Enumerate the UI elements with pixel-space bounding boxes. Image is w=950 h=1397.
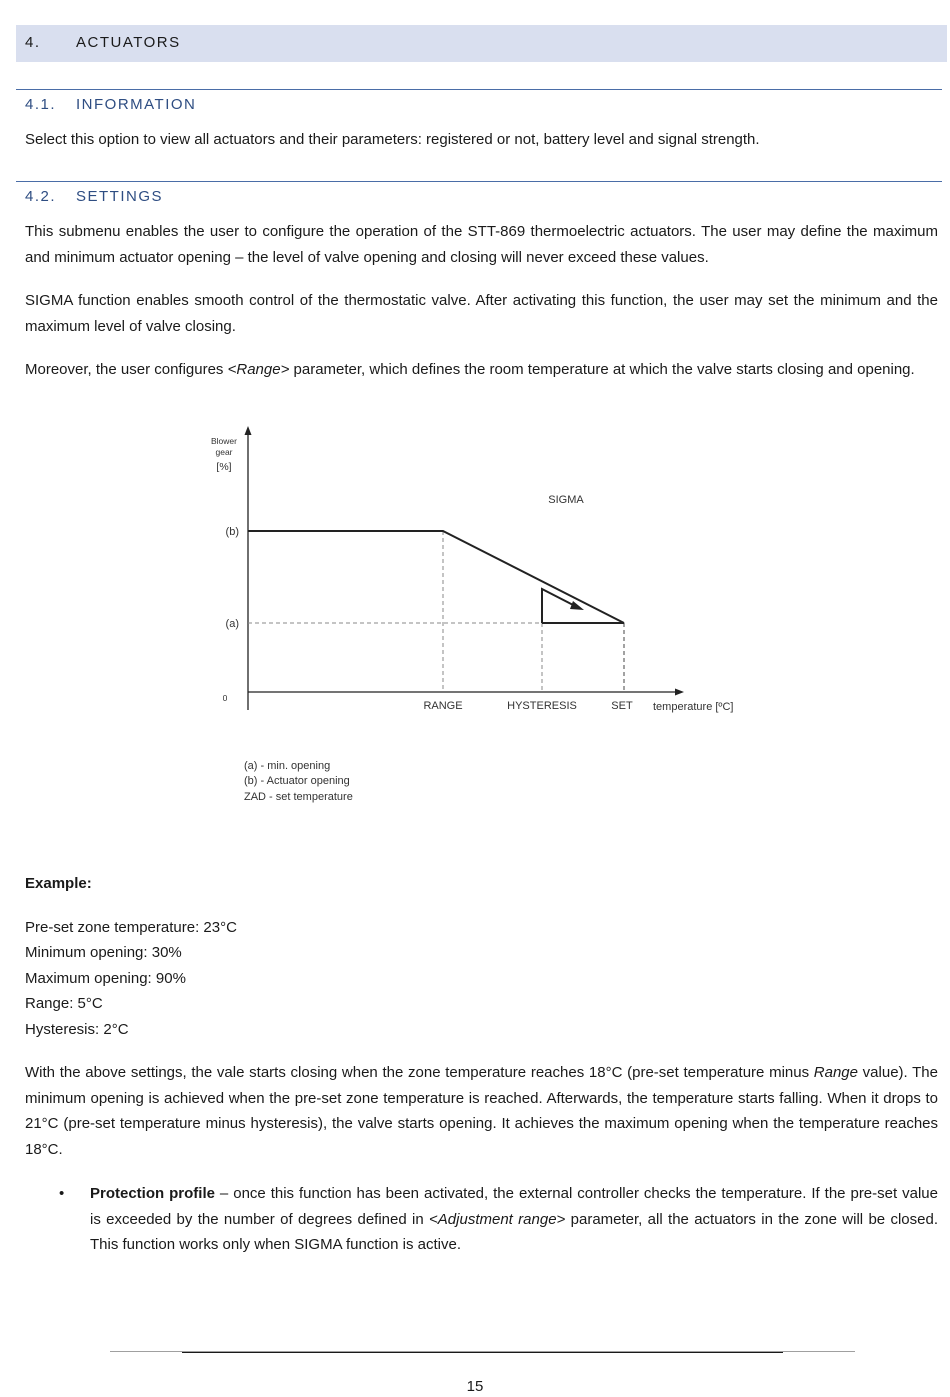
example-line: Maximum opening: 90%: [25, 970, 186, 987]
y-axis-label-3: [%]: [216, 461, 232, 473]
b-label: (b): [225, 526, 239, 538]
footer-rule-inner: [182, 1352, 783, 1353]
protection-profile-bullet: Protection profile – once this function has been activated, the external controller checks the temperature. If the pre-set value is exceeded by the number of degrees defined in <Adjustment range> parameter, all the actuators in the zone will be closed. This function works only when SIGMA function is active.: [90, 1185, 938, 1253]
a-label: (a): [225, 618, 239, 630]
x-tick-range: RANGE: [423, 700, 463, 712]
subsection-rule: [16, 181, 942, 182]
section-heading: [16, 25, 947, 62]
y-axis-label-2: gear: [215, 447, 233, 457]
example-line: Range: 5°C: [25, 995, 103, 1012]
x-axis-arrow: [675, 689, 684, 696]
legend-line-1: (a) - min. opening: [244, 760, 331, 772]
subsection-heading-information: [25, 96, 196, 113]
example-line: Hysteresis: 2°C: [25, 1021, 129, 1038]
example-line: Minimum opening: 30%: [25, 944, 182, 961]
subsection-number: 4.2.: [25, 188, 57, 205]
settings-paragraph-3: Moreover, the user configures <Range> parameter, which defines the room temperature at which the valve starts closing and opening.: [25, 361, 915, 378]
example-line: Pre-set zone temperature: 23°C: [25, 919, 237, 936]
x-axis-label: temperature [ºC]: [653, 701, 734, 713]
settings-paragraph-1: This submenu enables the user to configure the operation of the STT-869 thermoelectric actuators. The user may define the maximum and minimum actuator opening – the level of valve opening and closing will never exceed these values.: [25, 223, 938, 266]
zero-label: 0: [222, 693, 228, 703]
x-tick-set: SET: [611, 700, 633, 712]
bullet-bold-term: Protection profile: [90, 1185, 215, 1202]
sigma-curve: [248, 531, 624, 623]
page-number: 15: [466, 1378, 484, 1395]
example-paragraph: With the above settings, the vale starts closing when the zone temperature reaches 18°C (pre-set temperature minus Range value). The minimum opening is achieved when the pre-set zone temperature is reached. Afterwards, the temperature starts falling. When it drops to 21°C (pre-set temperature minus hysteresis), the valve starts opening. It achieves the maximum opening when the temperature reaches 18°C.: [25, 1064, 938, 1158]
subsection-heading-settings: [25, 188, 163, 205]
subsection-rule: [16, 89, 942, 90]
settings-paragraph-2: SIGMA function enables smooth control of the thermostatic valve. After activating this function, the user may set the minimum and the maximum level of valve closing.: [25, 292, 938, 335]
legend-line-3: ZAD - set temperature: [244, 791, 353, 803]
section-title: ACTUATORS: [76, 34, 181, 51]
sigma-diagram: [195, 420, 755, 815]
x-tick-hysteresis: HYSTERESIS: [507, 700, 577, 712]
section-number: 4.: [25, 34, 41, 51]
legend-line-2: (b) - Actuator opening: [244, 775, 350, 787]
information-text: Select this option to view all actuators and their parameters: registered or not, battery level and signal strength.: [25, 131, 760, 148]
y-axis-label-1: Blower: [211, 436, 237, 446]
subsection-number: 4.1.: [25, 96, 57, 113]
subsection-title: SETTINGS: [76, 188, 164, 205]
diagram-title: SIGMA: [548, 494, 584, 506]
example-heading: Example:: [25, 875, 92, 892]
y-axis-arrow: [245, 426, 252, 435]
subsection-title: INFORMATION: [76, 96, 197, 113]
bullet-marker: •: [59, 1185, 65, 1202]
